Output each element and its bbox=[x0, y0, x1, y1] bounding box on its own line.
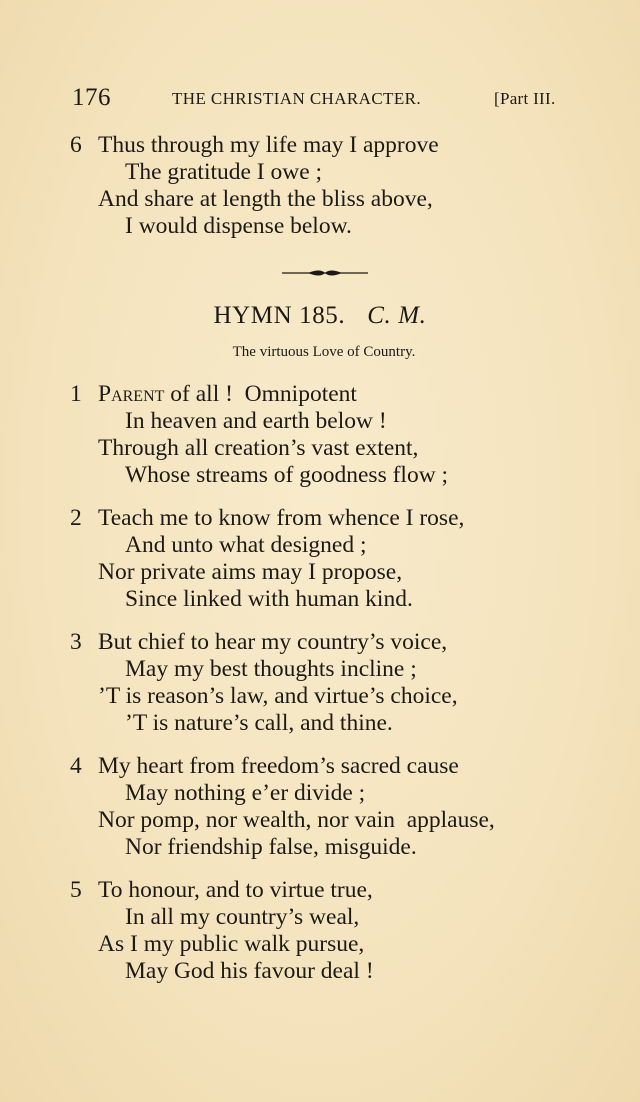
hymn-title bbox=[0, 302, 640, 330]
verse-line: In heaven and earth below ! bbox=[125, 408, 387, 434]
verse-line: May God his favour deal ! bbox=[125, 958, 374, 984]
verse-line: ’T is nature’s call, and thine. bbox=[125, 710, 393, 736]
verse-line: Nor friendship false, misguide. bbox=[125, 834, 417, 860]
stanza-3 bbox=[70, 629, 590, 737]
verse-line: May my best thoughts incline ; bbox=[125, 656, 417, 682]
verse-line: And unto what designed ; bbox=[125, 532, 367, 558]
stanza-4 bbox=[70, 753, 590, 861]
verse-line: Nor pomp, nor wealth, nor vain applause, bbox=[98, 807, 495, 833]
verse-line: As I my public walk pursue, bbox=[98, 931, 365, 957]
verse-line-rest: of all ! Omnipotent bbox=[164, 381, 357, 407]
first-word: Parent bbox=[98, 381, 165, 407]
verse-line: And share at length the bliss above, bbox=[98, 186, 433, 212]
verse-line: Thus through my life may I approve bbox=[98, 132, 439, 158]
hymn-subtitle: The virtuous Love of Country. bbox=[232, 344, 416, 360]
stanza-number: 1 bbox=[70, 381, 82, 407]
verse-line: To honour, and to virtue true, bbox=[98, 877, 373, 903]
stanza-number: 4 bbox=[70, 753, 82, 779]
verse-line: Nor private aims may I propose, bbox=[98, 559, 403, 585]
verse-line: But chief to hear my country’s voice, bbox=[98, 629, 448, 655]
hymn-meter: C. M. bbox=[367, 302, 427, 329]
section-divider-ornament bbox=[282, 266, 368, 280]
stanza-1 bbox=[70, 381, 590, 489]
stanza-number: 6 bbox=[70, 132, 82, 158]
verse-line: ’T is reason’s law, and virtue’s choice, bbox=[98, 683, 458, 709]
verse-line: May nothing e’er divide ; bbox=[125, 780, 366, 806]
verse-line: Whose streams of goodness flow ; bbox=[125, 462, 449, 488]
verse-line: Since linked with human kind. bbox=[125, 586, 413, 612]
hymn-number: HYMN 185. bbox=[213, 302, 346, 329]
stanza-number: 5 bbox=[70, 877, 82, 903]
verse-line: In all my country’s weal, bbox=[125, 904, 360, 930]
verse-line: Teach me to know from whence I rose, bbox=[98, 505, 465, 531]
running-header bbox=[72, 84, 592, 114]
verse-line: I would dispense below. bbox=[125, 213, 352, 239]
stanza-number: 2 bbox=[70, 505, 82, 531]
part-label: [Part III. bbox=[494, 89, 556, 108]
previous-hymn-stanza bbox=[70, 132, 590, 240]
stanza-number: 3 bbox=[70, 629, 82, 655]
verse-line bbox=[98, 381, 357, 408]
verse-line: The gratitude I owe ; bbox=[125, 159, 323, 185]
verse-line: My heart from freedom’s sacred cause bbox=[98, 753, 459, 779]
page-number: 176 bbox=[72, 84, 111, 111]
stanza-5 bbox=[70, 877, 590, 985]
stanza-2 bbox=[70, 505, 590, 613]
verse-line: Through all creation’s vast extent, bbox=[98, 435, 419, 461]
running-title: THE CHRISTIAN CHARACTER. bbox=[172, 89, 422, 108]
